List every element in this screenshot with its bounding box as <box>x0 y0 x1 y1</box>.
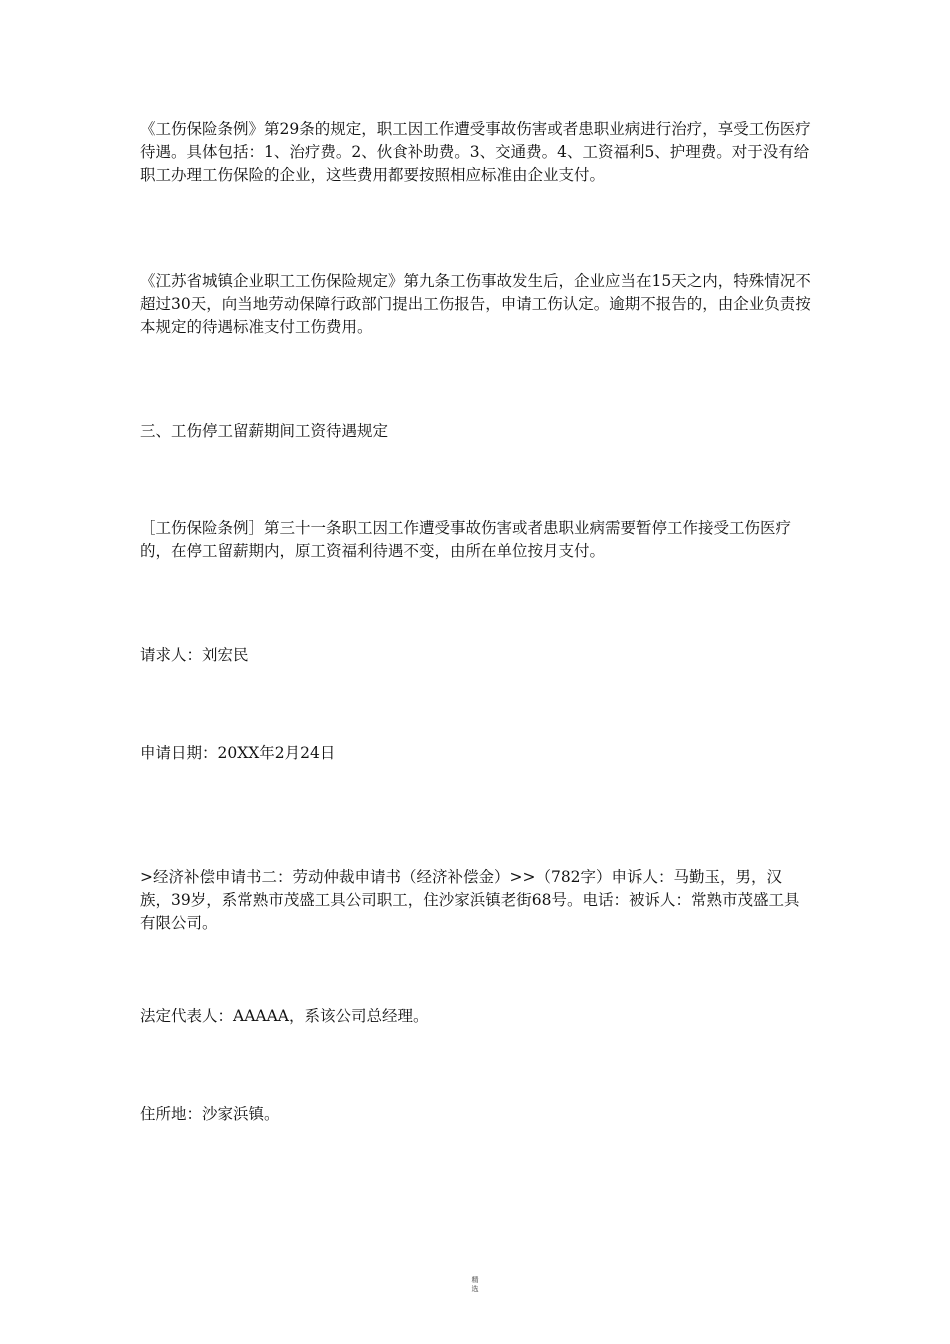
address-line: 住所地：沙家浜镇。 <box>140 1105 280 1123</box>
section-heading-wage-treatment: 三、工伤停工留薪期间工资待遇规定 <box>140 422 389 440</box>
application-date-line: 申请日期：20XX年2月24日 <box>140 744 336 762</box>
footer-line-2: 选 <box>471 1285 479 1293</box>
paragraph-article-31: ［工伤保险条例］第三十一条职工因工作遭受事故伤害或者患职业病需要暂停工作接受工伤医疗的，在停工留薪期内，原工资福利待遇不变，由所在单位按月支付。 <box>140 519 792 560</box>
legal-representative-line: 法定代表人：AAAAA，系该公司总经理。 <box>140 1007 429 1025</box>
page-footer <box>0 1276 950 1294</box>
requester-line: 请求人：刘宏民 <box>140 646 249 664</box>
footer-line-1: 精 <box>471 1276 479 1284</box>
paragraph-jiangsu-regulation: 《江苏省城镇企业职工工伤保险规定》第九条工伤事故发生后，企业应当在15天之内，特殊情况不超过30天，向当地劳动保障行政部门提出工伤报告，申请工伤认定。逾期不报告的，由企业负责按本规定的待遇标准支付工伤费用。 <box>140 272 811 336</box>
paragraph-compensation-application: >经济补偿申请书二：劳动仲裁申请书（经济补偿金）>>（782字）申诉人：马勤玉，男，汉族，39岁，系常熟市茂盛工具公司职工，住沙家浜镇老街68号。电话：被诉人：常熟市茂盛工具有限公司。 <box>140 868 800 932</box>
paragraph-article-29: 《工伤保险条例》第29条的规定，职工因工作遭受事故伤害或者患职业病进行治疗，享受工伤医疗待遇。具体包括：1、治疗费。2、伙食补助费。3、交通费。4、工资福利5、护理费。对于没有给职工办理工伤保险的企业，这些费用都要按照相应标准由企业支付。 <box>140 120 811 184</box>
